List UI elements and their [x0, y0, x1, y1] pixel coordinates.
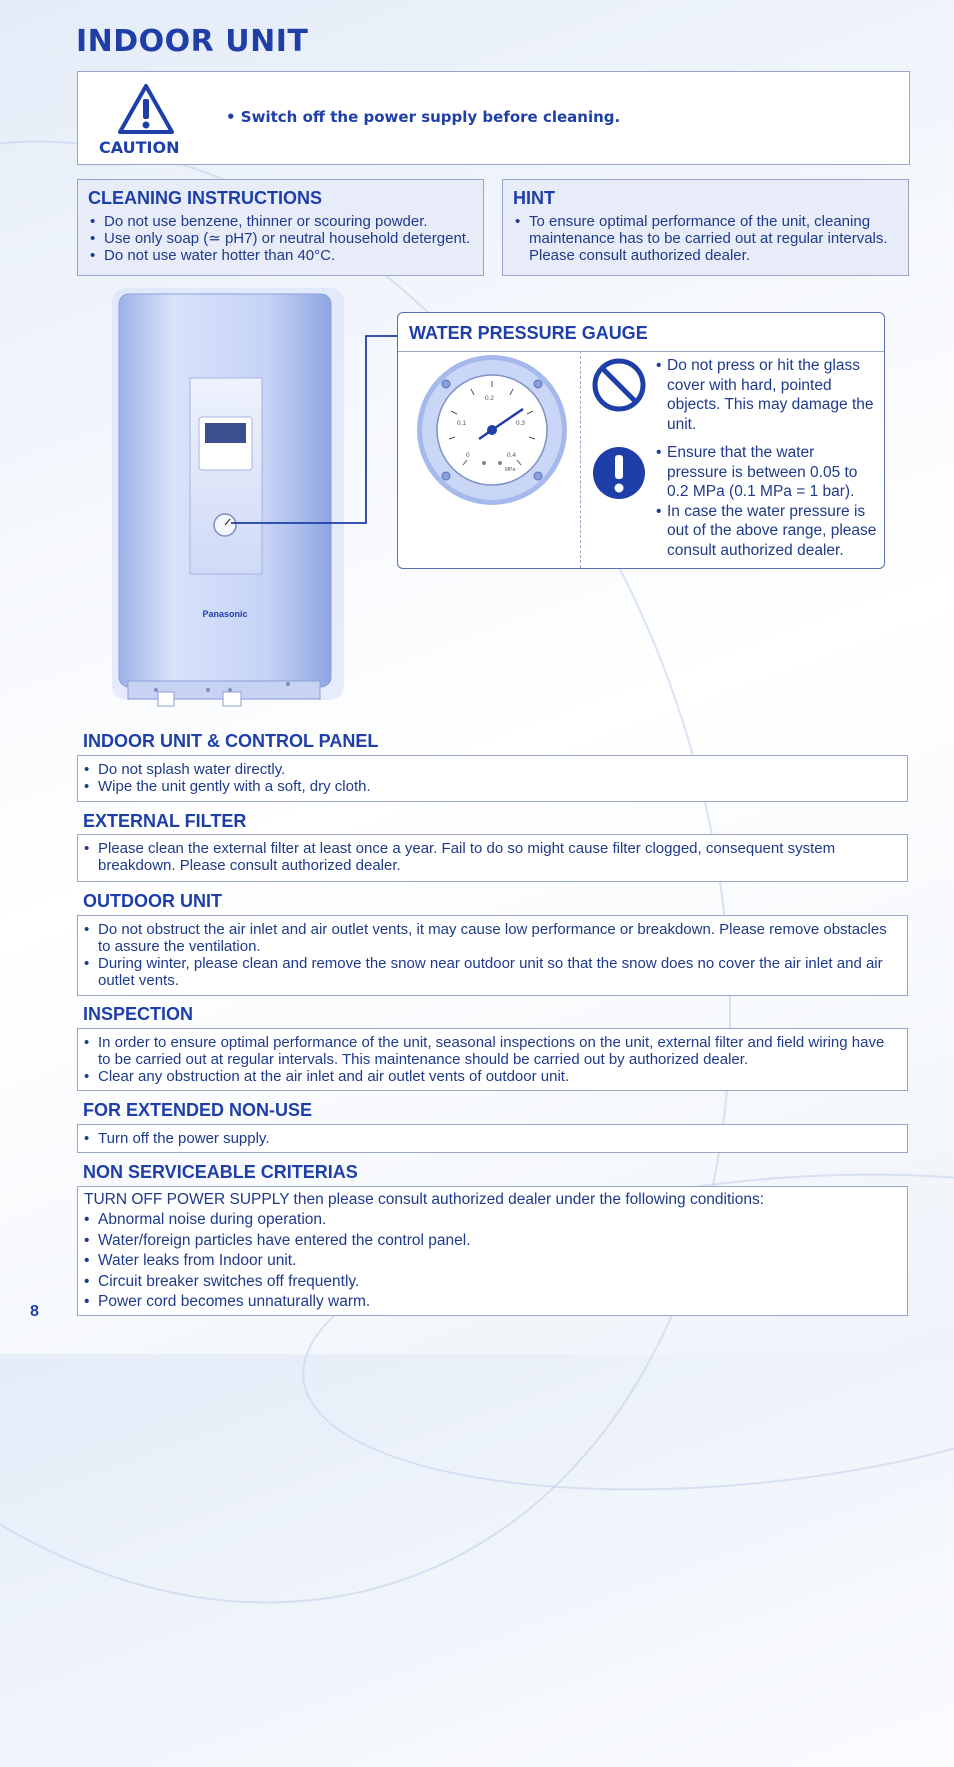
gauge-unit-label: MPa	[505, 467, 516, 473]
gauge-dial-label: 0.1	[457, 420, 467, 427]
gauge-callout-line	[230, 330, 400, 530]
hint-title: HINT	[513, 188, 555, 208]
unit-brand-logo: Panasonic	[202, 609, 248, 619]
gauge-dial-label: 0	[466, 452, 470, 459]
non-serviceable-intro: TURN OFF POWER SUPPLY then please consult authorized dealer under the following conditions:	[84, 1191, 765, 1208]
list-item: • Circuit breaker switches off frequently.	[82, 1272, 899, 1293]
list-item: • To ensure optimal performance of the unit, cleaning maintenance has to be carried out at regular intervals. Please consult authorized dealer.	[513, 213, 898, 264]
external-filter-box	[77, 834, 908, 882]
prohibition-icon	[591, 357, 647, 413]
list-item: • Turn off the power supply.	[82, 1130, 899, 1147]
caution-label: CAUTION	[99, 138, 180, 157]
list-item: • Water leaks from Indoor unit.	[82, 1251, 899, 1272]
control-panel-title: INDOOR UNIT & CONTROL PANEL	[83, 731, 379, 751]
caution-box	[77, 71, 910, 165]
cleaning-instructions-box	[77, 179, 484, 276]
gauge-dial-label: 0.4	[507, 452, 517, 459]
extended-non-use-box	[77, 1124, 908, 1153]
list-item: • Abnormal noise during operation.	[82, 1210, 899, 1231]
outdoor-unit-title: OUTDOOR UNIT	[83, 891, 222, 911]
page-number: 8	[30, 1303, 39, 1320]
warning-triangle-icon	[116, 82, 176, 136]
non-serviceable-box	[77, 1186, 908, 1316]
gauge-box-header	[398, 313, 884, 352]
non-serviceable-title: NON SERVICEABLE CRITERIAS	[83, 1162, 358, 1182]
list-item: • Do not use water hotter than 40°C.	[88, 247, 473, 264]
water-pressure-gauge-box	[397, 312, 885, 569]
list-item: • In order to ensure optimal performance of the unit, seasonal inspections on the unit, external filter and field wiring have to be carried out at regular intervals. This maintenance should be carried out by authorized dealer.	[82, 1034, 899, 1068]
control-panel-box	[77, 755, 908, 802]
list-item: • Do not splash water directly.	[82, 761, 899, 778]
list-item: • Use only soap (≃ pH7) or neutral household detergent.	[88, 230, 473, 247]
pressure-gauge-icon	[415, 353, 569, 507]
mandatory-exclamation-icon	[591, 445, 647, 501]
extended-non-use-title: FOR EXTENDED NON-USE	[83, 1100, 313, 1120]
hint-box	[502, 179, 909, 276]
list-item: • Wipe the unit gently with a soft, dry cloth.	[82, 778, 899, 795]
list-item: • In case the water pressure is out of the above range, please consult authorized dealer.	[656, 502, 878, 561]
gauge-prohibit-text	[656, 356, 878, 434]
inspection-box	[77, 1028, 908, 1091]
gauge-dial-label: 0.3	[516, 420, 526, 427]
outdoor-unit-box	[77, 915, 908, 996]
gauge-dial-label: 0.2	[485, 395, 495, 402]
external-filter-title: EXTERNAL FILTER	[83, 811, 247, 831]
gauge-mandatory-text	[656, 443, 878, 560]
inspection-title: INSPECTION	[83, 1004, 194, 1024]
page-title: INDOOR UNIT	[76, 24, 309, 59]
list-item: • Power cord becomes unnaturally warm.	[82, 1292, 899, 1313]
list-item: • Water/foreign particles have entered the control panel.	[82, 1231, 899, 1252]
list-item: • Do not obstruct the air inlet and air outlet vents, it may cause low performance or breakdown. Please remove obstacles to assure the ventilation.	[82, 921, 899, 955]
divider	[580, 351, 581, 568]
list-item: • Do not use benzene, thinner or scouring powder.	[88, 213, 473, 230]
caution-text: • Switch off the power supply before cleaning.	[226, 108, 621, 126]
list-item: • Do not press or hit the glass cover with hard, pointed objects. This may damage the unit.	[656, 356, 878, 434]
cleaning-instructions-title: CLEANING INSTRUCTIONS	[88, 188, 322, 208]
hint-list	[513, 213, 898, 264]
cleaning-instructions-list	[88, 213, 473, 264]
water-pressure-gauge-title: WATER PRESSURE GAUGE	[409, 323, 648, 343]
list-item: • During winter, please clean and remove the snow near outdoor unit so that the snow does no cover the air inlet and air outlet vents.	[82, 955, 899, 989]
list-item: • Clear any obstruction at the air inlet and air outlet vents of outdoor unit.	[82, 1068, 899, 1085]
list-item: • Please clean the external filter at least once a year. Fail to do so might cause filter clogged, consequent system breakdown. Please consult authorized dealer.	[82, 840, 899, 874]
list-item: • Ensure that the water pressure is between 0.05 to 0.2 MPa (0.1 MPa = 1 bar).	[656, 443, 878, 502]
